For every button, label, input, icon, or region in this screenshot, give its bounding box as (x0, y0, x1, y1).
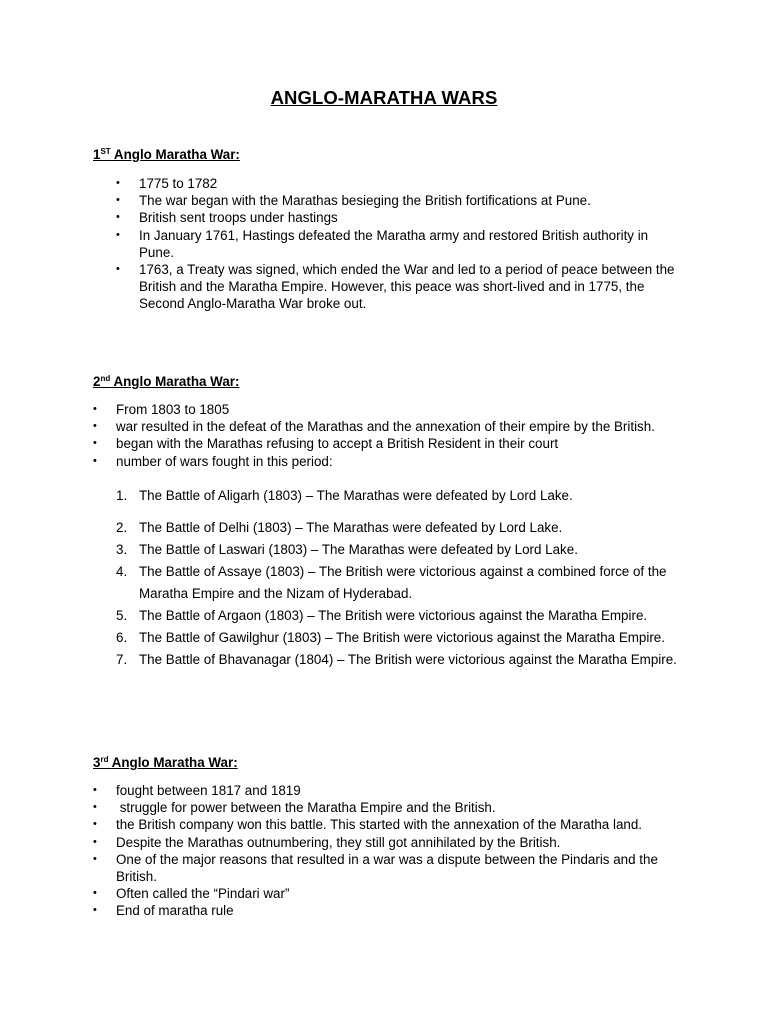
bullet-icon: • (93, 904, 97, 917)
section-heading-first-war (93, 147, 240, 162)
bullet-icon: • (93, 887, 97, 900)
second-war-bullet-list (93, 401, 676, 470)
list-item-text: End of maratha rule (116, 903, 234, 919)
list-item-text: From 1803 to 1805 (116, 402, 230, 417)
list-item (93, 816, 682, 833)
list-item-text: fought between 1817 and 1819 (116, 783, 301, 798)
list-item-text: The Battle of Aligarh (1803) – The Marathas were defeated by Lord Lake. (139, 488, 573, 503)
list-number: 7. (116, 652, 128, 667)
section-heading-second-war (93, 374, 239, 389)
list-item (116, 261, 679, 313)
list-item (93, 401, 676, 418)
list-number: 1. (116, 488, 128, 503)
list-item-text: 1763, a Treaty was signed, which ended the War and led to a period of peace between the British and the Maratha Empire. However, this peace was short-lived and in 1775, the Second Anglo-Maratha War broke out. (139, 262, 675, 312)
bullet-icon: • (93, 852, 97, 865)
list-item-text: One of the major reasons that resulted in a war was a dispute between the Pindaris and the British. (116, 851, 658, 885)
heading-text: Anglo Maratha War: (108, 755, 238, 770)
list-item-text: British sent troops under hastings (139, 210, 338, 226)
bullet-icon: • (93, 403, 97, 415)
list-item (116, 192, 679, 209)
list-item (116, 605, 679, 627)
bullet-icon: • (93, 801, 97, 814)
list-item-text: The Battle of Bhavanagar (1804) – The British were victorious against the Maratha Empire. (139, 652, 677, 667)
list-number: 5. (116, 608, 128, 623)
list-number: 4. (116, 564, 128, 579)
heading-number: 3 (93, 755, 101, 770)
list-item (116, 627, 679, 649)
list-item (116, 485, 679, 507)
heading-text: Anglo Maratha War: (110, 374, 240, 389)
list-item (93, 851, 682, 885)
list-item (116, 209, 679, 226)
heading-text: Anglo Maratha War: (110, 147, 240, 162)
section-heading-third-war (93, 755, 238, 770)
document-title: ANGLO-MARATHA WARS (270, 87, 498, 108)
list-item (93, 799, 682, 816)
bullet-icon: • (93, 784, 97, 796)
first-war-bullet-list (116, 175, 679, 313)
list-number: 3. (116, 542, 128, 557)
list-number: 2. (116, 520, 128, 535)
heading-ordinal-suffix: ST (100, 147, 111, 156)
third-war-bullet-list (93, 782, 682, 920)
list-item-text: The Battle of Gawilghur (1803) – The British were victorious against the Maratha Empire. (139, 630, 665, 645)
bullet-icon: • (93, 454, 97, 467)
bullet-icon: • (116, 194, 120, 207)
heading-ordinal-suffix: nd (100, 374, 111, 383)
list-item-text: The Battle of Laswari (1803) – The Marathas were defeated by Lord Lake. (139, 542, 578, 557)
list-number: 6. (116, 630, 128, 645)
bullet-icon: • (93, 420, 97, 433)
list-item (93, 418, 676, 435)
list-item (116, 539, 679, 561)
heading-number: 2 (93, 374, 101, 389)
list-item-text: Often called the “Pindari war” (116, 886, 290, 902)
list-item-text: Despite the Marathas outnumbering, they still got annihilated by the British. (116, 834, 561, 850)
list-item-text: struggle for power between the Maratha Empire and the British. (116, 800, 496, 816)
list-item (116, 561, 679, 605)
list-item-text: In January 1761, Hastings defeated the Maratha army and restored British authority in Pune. (139, 227, 649, 260)
bullet-icon: • (116, 211, 120, 224)
bullet-icon: • (93, 818, 97, 831)
bullet-icon: • (93, 835, 97, 848)
list-item-text: the British company won this battle. This started with the annexation of the Maratha land. (116, 817, 643, 833)
list-item (116, 175, 679, 192)
list-item-text: number of wars fought in this period: (116, 453, 333, 469)
heading-number: 1 (93, 147, 101, 162)
battles-numbered-list (116, 485, 679, 671)
list-item-text: The Battle of Delhi (1803) – The Marathas were defeated by Lord Lake. (139, 520, 563, 535)
list-item (93, 885, 682, 902)
heading-ordinal-suffix: rd (100, 755, 109, 764)
list-item-text: The Battle of Assaye (1803) – The British were victorious against a combined force of the Maratha Empire and the Nizam of Hyderabad. (139, 564, 667, 601)
bullet-icon: • (116, 177, 120, 189)
bullet-icon: • (116, 263, 120, 276)
bullet-icon: • (116, 228, 120, 241)
list-item (116, 517, 679, 539)
list-item-text: The war began with the Marathas besieging the British fortifications at Pune. (139, 193, 591, 209)
list-item (116, 649, 679, 671)
list-item (93, 453, 676, 470)
list-item (93, 435, 676, 452)
list-item-text: war resulted in the defeat of the Marathas and the annexation of their empire by the British. (116, 419, 655, 435)
list-item-text: began with the Marathas refusing to accept a British Resident in their court (116, 436, 559, 452)
list-item (93, 834, 682, 851)
list-item (93, 902, 682, 919)
bullet-icon: • (93, 437, 97, 450)
list-item-text: 1775 to 1782 (139, 176, 218, 191)
list-item-text: The Battle of Argaon (1803) – The British were victorious against the Maratha Empire. (139, 608, 648, 623)
list-item (93, 782, 682, 799)
list-item (116, 227, 679, 261)
